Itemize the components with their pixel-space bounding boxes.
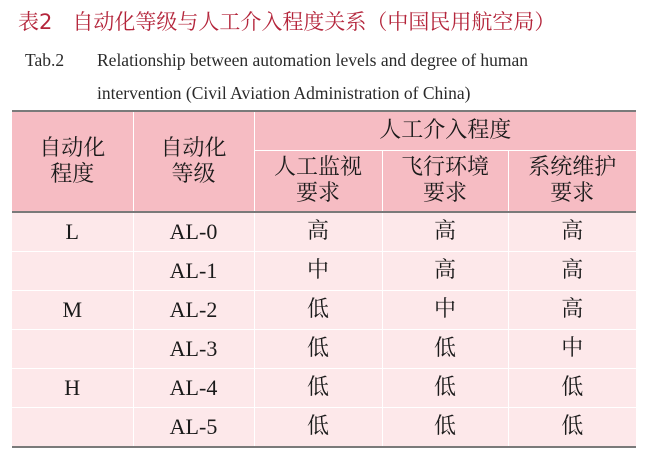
header-automation-degree: 自动化 程度 bbox=[12, 111, 133, 212]
cell-monitor: 低 bbox=[254, 368, 382, 407]
cell-degree bbox=[12, 252, 133, 291]
table-number-en: Tab.2 bbox=[25, 50, 65, 70]
header-human-intervention: 人工介入程度 bbox=[254, 111, 636, 151]
cell-level: AL-2 bbox=[133, 291, 254, 330]
cell-environment: 低 bbox=[382, 407, 508, 447]
table-title-cn: 自动化等级与人工介入程度关系（中国民用航空局） bbox=[72, 10, 556, 34]
cell-degree: L bbox=[12, 212, 133, 252]
header-flight-environment-requirement: 飞行环境 要求 bbox=[382, 151, 508, 213]
cell-environment: 低 bbox=[382, 368, 508, 407]
cell-maintenance: 高 bbox=[508, 252, 636, 291]
header-monitoring-requirement: 人工监视 要求 bbox=[254, 151, 382, 213]
table-caption-en bbox=[25, 44, 635, 110]
cell-level: AL-1 bbox=[133, 252, 254, 291]
table-row bbox=[12, 291, 636, 330]
cell-environment: 低 bbox=[382, 329, 508, 368]
cell-maintenance: 低 bbox=[508, 407, 636, 447]
cell-level: AL-3 bbox=[133, 329, 254, 368]
table-title-en-line1: Relationship between automation levels and degree of human bbox=[97, 50, 529, 70]
table-header bbox=[12, 111, 636, 212]
cell-maintenance: 高 bbox=[508, 212, 636, 252]
cell-degree: H bbox=[12, 368, 133, 407]
header-automation-level: 自动化 等级 bbox=[133, 111, 254, 212]
table-row bbox=[12, 212, 636, 252]
cell-level: AL-5 bbox=[133, 407, 254, 447]
cell-monitor: 低 bbox=[254, 407, 382, 447]
cell-maintenance: 高 bbox=[508, 291, 636, 330]
cell-monitor: 低 bbox=[254, 329, 382, 368]
cell-environment: 中 bbox=[382, 291, 508, 330]
header-system-maintenance-requirement: 系统维护 要求 bbox=[508, 151, 636, 213]
cell-level: AL-4 bbox=[133, 368, 254, 407]
automation-table bbox=[12, 110, 636, 448]
table-number-cn: 表2 bbox=[18, 10, 53, 34]
table-row bbox=[12, 329, 636, 368]
cell-degree: M bbox=[12, 291, 133, 330]
table-row bbox=[12, 368, 636, 407]
cell-level: AL-0 bbox=[133, 212, 254, 252]
cell-monitor: 低 bbox=[254, 291, 382, 330]
table-body bbox=[12, 212, 636, 447]
cell-environment: 高 bbox=[382, 212, 508, 252]
table-row bbox=[12, 407, 636, 447]
table-row bbox=[12, 252, 636, 291]
cell-maintenance: 低 bbox=[508, 368, 636, 407]
cell-environment: 高 bbox=[382, 252, 508, 291]
table-caption-cn bbox=[18, 6, 555, 36]
cell-degree bbox=[12, 329, 133, 368]
cell-monitor: 高 bbox=[254, 212, 382, 252]
cell-degree bbox=[12, 407, 133, 447]
table-title-en-line2: intervention (Civil Aviation Administration of China) bbox=[97, 83, 471, 103]
cell-monitor: 中 bbox=[254, 252, 382, 291]
cell-maintenance: 中 bbox=[508, 329, 636, 368]
